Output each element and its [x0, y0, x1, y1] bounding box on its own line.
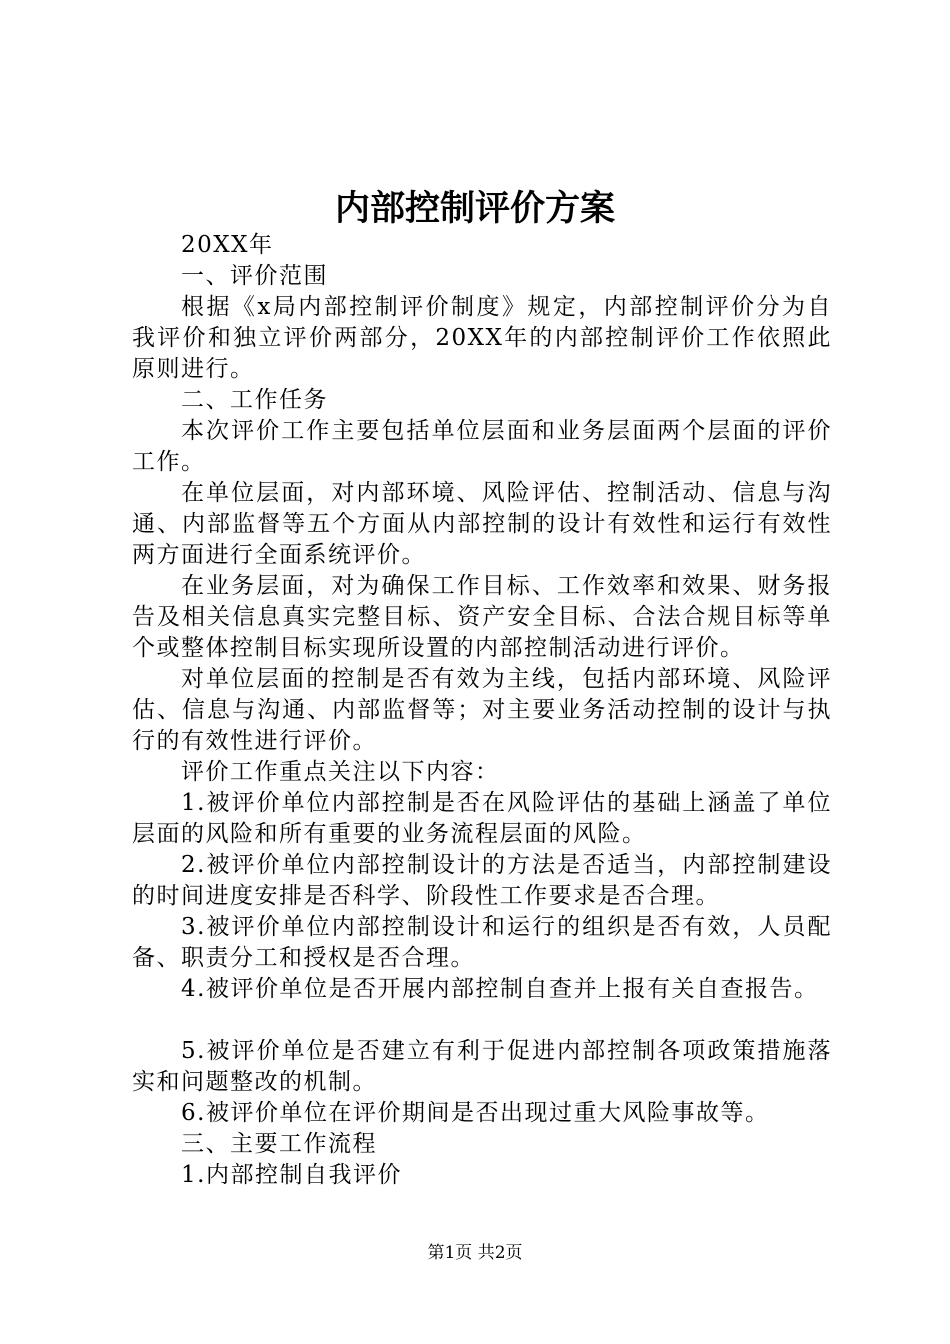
focus-item-2: 2.被评价单位内部控制设计的方法是否适当，内部控制建设的时间进度安排是否科学、阶段性工作要求是否合理。 [132, 852, 832, 909]
document-title: 内部控制评价方案 [334, 188, 615, 229]
focus-item-3: 3.被评价单位内部控制设计和运行的组织是否有效，人员配备、职责分工和授权是否合理。 [132, 914, 832, 971]
paragraph-tasks-intro: 本次评价工作主要包括单位层面和业务层面两个层面的评价工作。 [132, 418, 832, 475]
page-number-footer: 第1页 共2页 [427, 1243, 523, 1263]
paragraph-scope: 根据《x局内部控制评价制度》规定，内部控制评价分为自我评价和独立评价两部分，20XX年的内部控制评价工作依照此原则进行。 [132, 294, 832, 382]
focus-item-1: 1.被评价单位内部控制是否在风险评估的基础上涵盖了单位层面的风险和所有重要的业务流程层面的风险。 [132, 790, 832, 847]
paragraph-focus-intro: 评价工作重点关注以下内容： [181, 759, 500, 785]
focus-item-6: 6.被评价单位在评价期间是否出现过重大风险事故等。 [181, 1100, 770, 1126]
section-heading-process: 三、主要工作流程 [181, 1131, 377, 1157]
section-heading-scope: 一、评价范围 [181, 263, 328, 289]
document-body [132, 230, 832, 1191]
section-heading-tasks: 二、工作任务 [181, 387, 328, 413]
paragraph-unit-level: 在单位层面，对内部环境、风险评估、控制活动、信息与沟通、内部监督等五个方面从内部控制的设计有效性和运行有效性两方面进行全面系统评价。 [132, 480, 832, 568]
paragraph-business-level: 在业务层面，对为确保工作目标、工作效率和效果、财务报告及相关信息真实完整目标、资产安全目标、合法合规目标等单个或整体控制目标实现所设置的内部控制活动进行评价。 [132, 573, 832, 661]
paragraph-main-line: 对单位层面的控制是否有效为主线，包括内部环境、风险评估、信息与沟通、内部监督等；对主要业务活动控制的设计与执行的有效性进行评价。 [132, 666, 832, 754]
focus-item-4: 4.被评价单位是否开展内部控制自查并上报有关自查报告。 [181, 976, 819, 1002]
process-item-1: 1.内部控制自我评价 [181, 1162, 402, 1188]
year-line: 20XX年 [181, 232, 274, 258]
blank-line [132, 1005, 832, 1036]
focus-item-5: 5.被评价单位是否建立有利于促进内部控制各项政策措施落实和问题整改的机制。 [132, 1038, 832, 1095]
